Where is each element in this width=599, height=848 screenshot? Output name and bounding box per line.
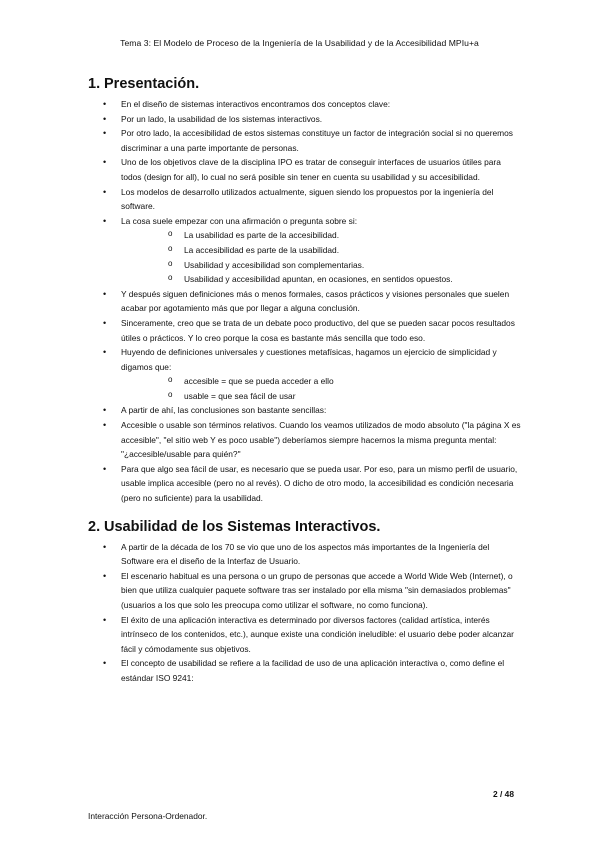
section-heading <box>88 519 523 535</box>
bullet-item: • Para que algo sea fácil de usar, es necesario que se pueda usar. Por eso, para un mismo perfil de usuario, usable implica accesible (pero no al revés). O dicho de otro modo, la accesibilidad es condición necesaria (pero no suficiente) para la usabilidad. <box>88 462 523 506</box>
bullet-list <box>88 97 523 506</box>
sub-item: o Usabilidad y accesibilidad apuntan, en ocasiones, en sentidos opuestos. <box>121 272 523 287</box>
sub-list <box>121 374 523 403</box>
bullet-item: • El escenario habitual es una persona o un grupo de personas que accede a World Wide Web (Internet), o bien que utiliza cualquier paquete software tras ser instalado por ella misma "sin demasiados problemas" (usuarios a los que solo les preocupa como utilizar el software, no como funciona). <box>88 569 523 613</box>
sub-item: o La usabilidad es parte de la accesibilidad. <box>121 228 523 243</box>
bullet-text: Huyendo de definiciones universales y cuestiones metafísicas, hagamos un ejercicio de simplicidad y digamos que: <box>121 347 497 372</box>
bullet-item: • A partir de la década de los 70 se vio que uno de los aspectos más importantes de la Ingeniería del Software era el diseño de la Interfaz de Usuario. <box>88 540 523 569</box>
bullet-item: • Por otro lado, la accesibilidad de estos sistemas constituye un factor de integración social si no queremos discriminar a una parte importante de personas. <box>88 126 523 155</box>
bullet-item <box>88 345 523 403</box>
section-number: 1. <box>88 76 101 92</box>
sub-item: o Usabilidad y accesibilidad son complementarias. <box>121 258 523 273</box>
sub-item: o accesible = que se pueda acceder a ello <box>121 374 523 389</box>
sub-item: o La accesibilidad es parte de la usabilidad. <box>121 243 523 258</box>
bullet-item: • Uno de los objetivos clave de la disciplina IPO es tratar de conseguir interfaces de usuarios útiles para todos (design for all), lo cual no será posible sin tener en cuenta su usabilidad y su accesibilidad. <box>88 155 523 184</box>
bullet-item: • Y después siguen definiciones más o menos formales, casos prácticos y visiones personales que suelen acabar por agotamiento más que por llegar a alguna conclusión. <box>88 287 523 316</box>
bullet-item: • A partir de ahí, las conclusiones son bastante sencillas: <box>88 403 523 418</box>
sub-list <box>121 228 523 286</box>
bullet-item: • Accesible o usable son términos relativos. Cuando los veamos utilizados de modo absoluto ("la página X es accesible", "el sitio web Y es poco usable") deberíamos siempre hacernos la misma pregunta mental: "¿accesible/usable para quién?" <box>88 418 523 462</box>
section-heading <box>88 76 523 92</box>
bullet-item: • El éxito de una aplicación interactiva es determinado por diversos factores (calidad artística, interés intrínseco de los contenidos, etc.), aunque existe una condición ineludible: el usuario debe poder alcanzar fácil y cómodamente sus objetivos. <box>88 613 523 657</box>
bullet-item: • En el diseño de sistemas interactivos encontramos dos conceptos clave: <box>88 97 523 112</box>
bullet-item: • Sinceramente, creo que se trata de un debate poco productivo, del que se pueden sacar pocos resultados útiles o prácticos. Y lo creo porque la cosa es bastante más sencilla que todo eso. <box>88 316 523 345</box>
bullet-item: • Por un lado, la usabilidad de los sistemas interactivos. <box>88 112 523 127</box>
bullet-item: • Los modelos de desarrollo utilizados actualmente, siguen siendo los propuestos por la ingeniería del software. <box>88 185 523 214</box>
bullet-item: • El concepto de usabilidad se refiere a la facilidad de uso de una aplicación interactiva o, como define el estándar ISO 9241: <box>88 656 523 685</box>
section-number: 2. <box>88 518 101 535</box>
section-title: Presentación. <box>104 76 200 92</box>
document-body <box>88 76 523 686</box>
page-number: 2 / 48 <box>493 789 514 799</box>
bullet-item <box>88 214 523 287</box>
sub-item: o usable = que sea fácil de usar <box>121 389 523 404</box>
bullet-list <box>88 540 523 686</box>
bullet-text: La cosa suele empezar con una afirmación o pregunta sobre si: <box>121 215 358 226</box>
page-header: Tema 3: El Modelo de Proceso de la Ingeniería de la Usabilidad y de la Accesibilidad MPIu+a <box>120 38 479 48</box>
section-title: Usabilidad de los Sistemas Interactivos. <box>104 518 381 535</box>
page-footer: Interacción Persona-Ordenador. <box>88 811 208 821</box>
